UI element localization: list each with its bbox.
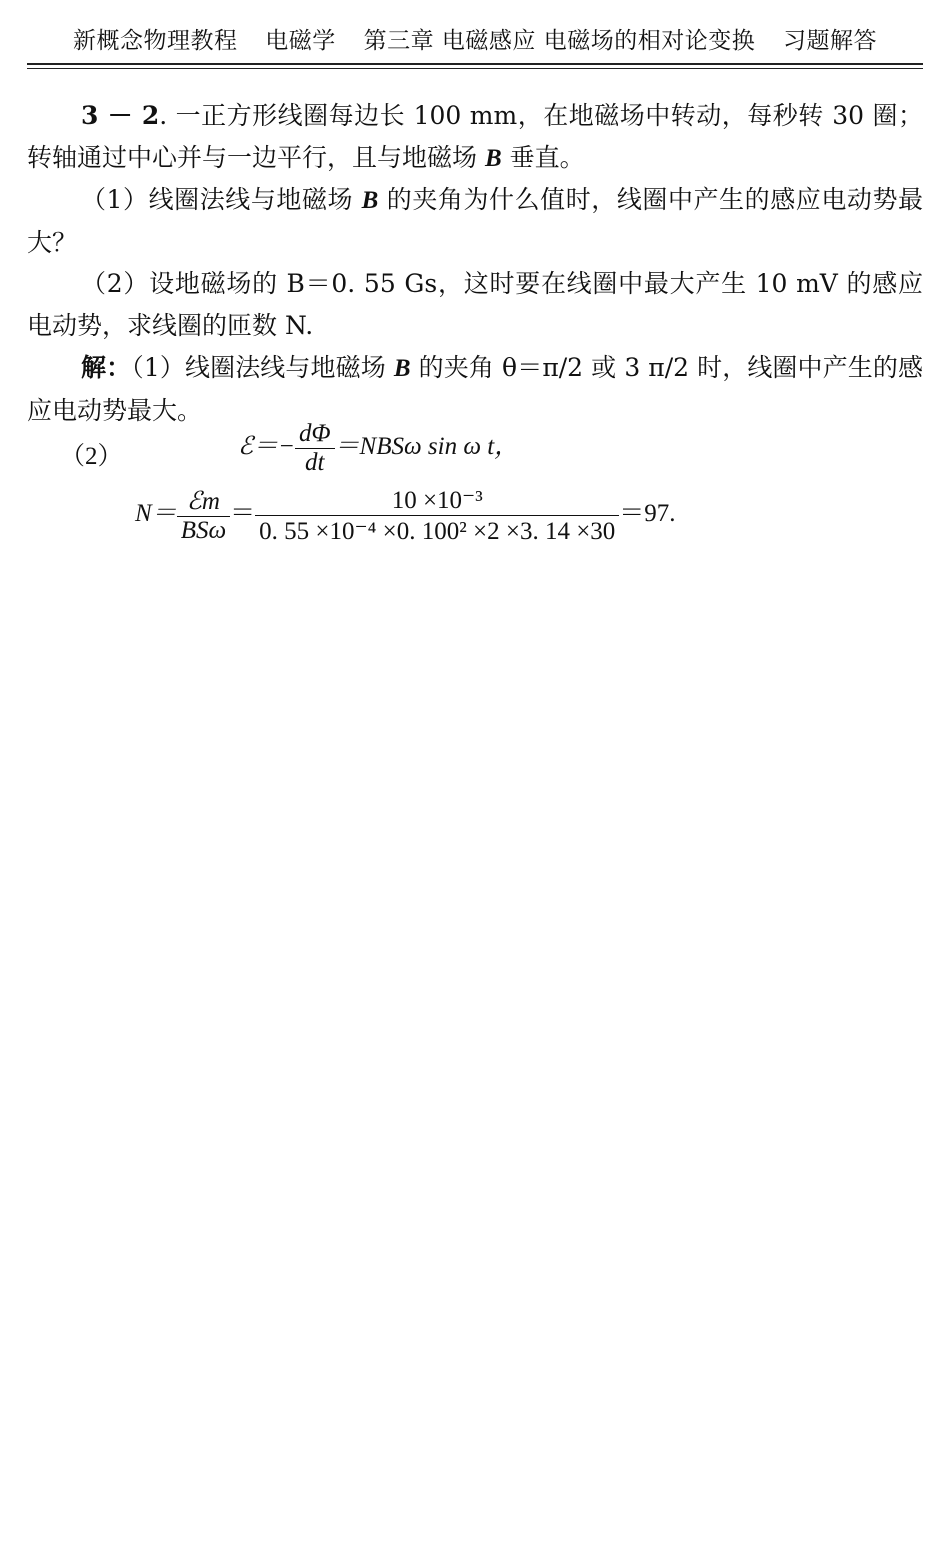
question-1: （1）线圈法线与地磁场 B 的夹角为什么值时，线圈中产生的感应电动势最大？ [27,185,924,257]
fraction-numeric: $\frac{\text{10 ×10⁻³}}{\text{0. 55 ×10⁻⁴ ×0. 100² ×2 ×3. 14 ×30}}$ [255,485,619,546]
header-rule-thin [27,68,923,69]
problem-statement: 3 － 2. 一正方形线圈每边长 100 mm，在地磁场中转动，每秒转 30 圈；转轴通过中心并与一边平行，且与地磁场 B 垂直。 [27,101,923,172]
equation-n: N＝ $\frac{\text{ℰm}}{\text{BSω}}$ ＝ $\frac{\text{10 ×10⁻³}}{\text{0. 55 ×10⁻⁴ ×0. 100² ×2 ×3. 14 ×30}}$ ＝97. [135,487,676,545]
problem-text-b: 垂直。 [501,143,585,172]
result-value: ＝97. [619,500,676,528]
header-rule-thick [27,63,923,65]
fraction-dphi-dt: $\frac{d\Phi}{dt}$ [295,420,335,477]
header-book: 新概念物理教程 [72,28,238,54]
solution-label: 解： [81,353,132,382]
solution-part-2-label: （2） [60,443,123,470]
header-volume: 电磁学 [265,28,336,54]
solution-part-1: 解：（1）线圈法线与地磁场 B 的夹角 θ＝π/2 或 3 π/2 时，线圈中产生的感应电动势最大。 [27,353,923,425]
problem-number: 3 － 2 [81,101,160,130]
page-header [0,22,950,55]
header-chapter: 第三章 电磁感应 电磁场的相对论变换 [363,28,756,54]
field-b-symbol: B [484,145,502,172]
fraction-em-bsw: $\frac{\text{ℰm}}{\text{BSω}}$ [177,486,230,545]
question-2: （2）设地磁场的 B＝0. 55 Gs，这时要在线圈中最大产生 10 mV 的感应电动势，求线圈的匝数 N. [27,269,923,340]
problem-text-a: 一正方形线圈每边长 100 mm，在地磁场中转动，每秒转 30 圈；转轴通过中心并与一边平行，且与地磁场 [27,101,923,172]
header-section: 习题解答 [783,28,878,54]
equation-emf: ℰ＝− $\frac{d\Phi}{dt}$ ＝NBSω sin ω t， [238,420,520,476]
